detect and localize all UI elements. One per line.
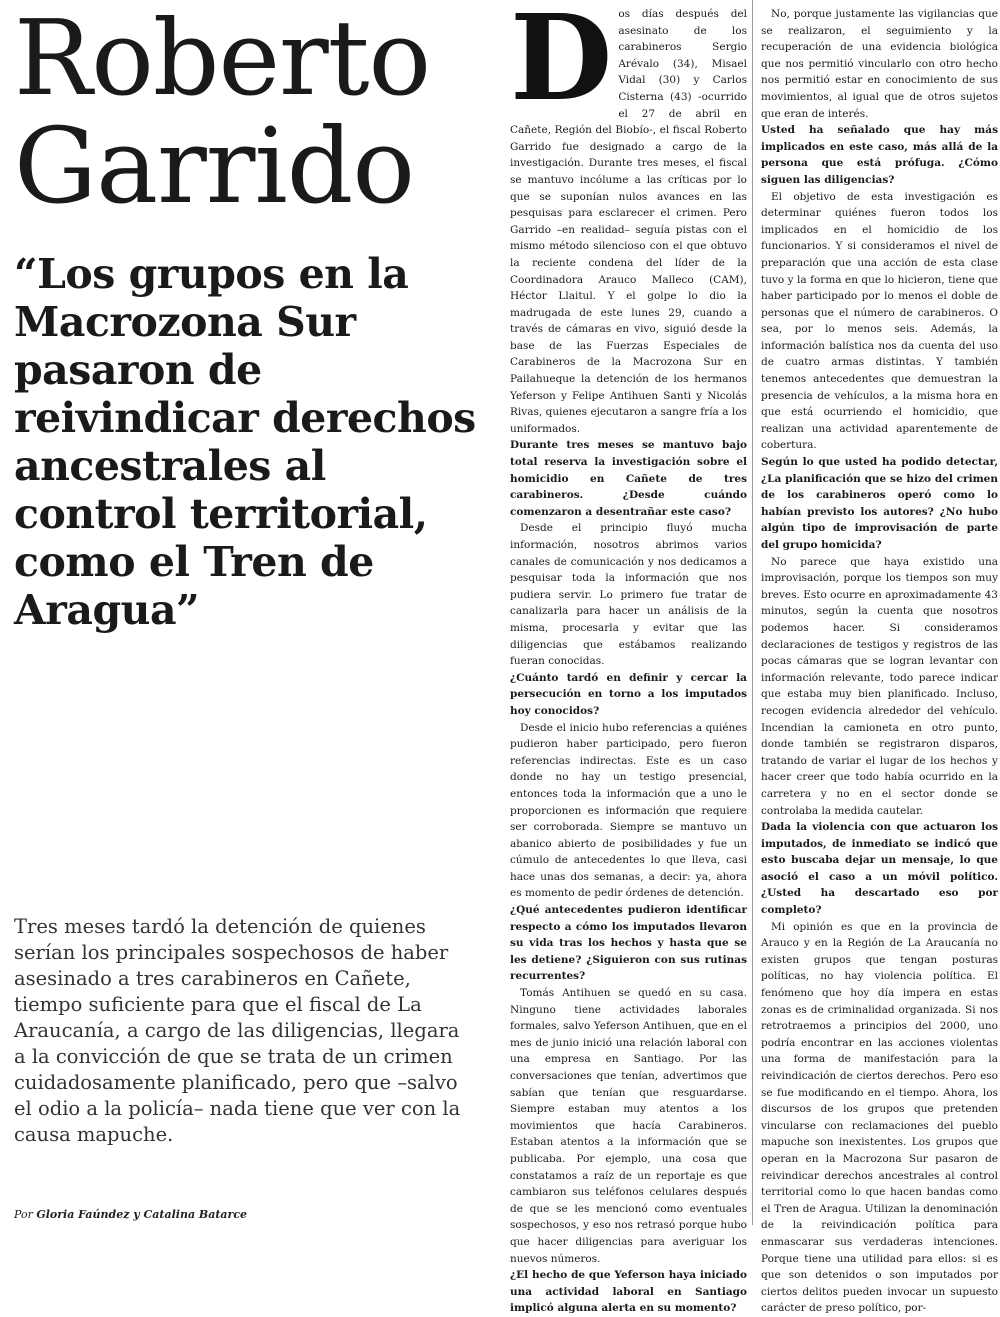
name-line-1: Roberto <box>14 0 431 119</box>
question: Según lo que usted ha podido detectar, ¿La planificación que se hizo del crimen de los carabineros operó como lo habían previsto los autores? ¿No hubo algún tipo de improvisación de parte del grupo homicida? <box>761 456 998 551</box>
answer: No parece que haya existido una improvisación, porque los tiempos son muy breves. Esto ocurre en aproximadamente 43 minutos, según la cuenta que nosotros podemos hacer. Si consideramos declaraciones de testigos y registros de las pocas cámaras que se logran levantar con información relevante, todo parece indicar que estaba muy bien planificado. Incluso, recogen evidencia alrededor del vehículo. Incendian la camioneta en otro punto, donde también se registraron disparos, tratando de variar el lugar de los hechos y hacer creer que todo había ocurrido en la carretera y no en el sector donde se controlaba la medida cautelar. <box>761 555 998 817</box>
question: ¿El hecho de que Yeferson haya iniciado una actividad laboral en Santiago implicó alguna alerta en su momento? <box>510 1269 747 1315</box>
answer: Mi opinión es que en la provincia de Arauco y en la Región de La Araucanía no existen grupos que tengan posturas políticas, no hay violencia política. El fenómeno que hoy día impera en estas zonas es de criminalidad organizada. Si nos retrotraemos a principios del 2000, uno podría encontrar en las acciones violentas una forma de manifestación para la reivindicación de ciertos derechos. Pero eso se fue modificando en el tiempo. Ahora, los discursos de los grupos que pretenden vincularse con reclamaciones del pueblo mapuche son inexistentes. Los grupos que operan en la Macrozona Sur pasaron de reivindicar derechos ancestrales al control territorial como lo que hacen bandas como el Tren de Aragua. Utilizan la denominación de la reivindicación política para enmascarar sus verdaderas intenciones. Porque tiene una utilidad para ellos: si es que son detenidos o son imputados por ciertos delitos pueden invocar un supuesto carácter de preso político, por- <box>761 920 998 1315</box>
drop-cap: D <box>510 0 613 127</box>
body-column-2 <box>761 6 998 1315</box>
question: Durante tres meses se mantuvo bajo total reserva la investigación sobre el homicidio en Cañete de tres carabineros. ¿Desde cuándo comenzaron a desentrañar este caso? <box>510 439 747 518</box>
left-panel <box>14 0 484 1235</box>
answer: Desde el inicio hubo referencias a quiénes pudieron haber participado, pero fueron referencias indirectas. Este es un caso donde no hay un testigo presencial, entonces toda la información que a uno le proporcionen es información que requiere ser corroborada. Siempre se mantuvo un abanico abierto de posibilidades y fue un cúmulo de antecedentes lo que lleva, casi hace unas dos semanas, a decir: ya, ahora es momento de pedir órdenes de detención. <box>510 721 747 900</box>
question: Dada la violencia con que actuaron los imputados, de inmediato se indicó que esto buscaba dejar un mensaje, lo que asoció el caso a un móvil político. ¿Usted ha descartado eso por completo? <box>761 821 998 917</box>
answer: No, porque justamente las vigilancias que se realizaron, el seguimiento y la recuperación de una evidencia biológica que nos permitió vincularlo con otro hecho nos permitió estar en conocimiento de sus movimientos, al igual que de otros sujetos que eran de interés. <box>761 8 998 120</box>
answer: El objetivo de esta investigación es determinar quiénes fueron todos los implicados en el homicidio de los funcionarios. Y si consideramos el nivel de preparación que una acción de esta clase tuvo y la forma en que lo hicieron, tiene que haber participado por lo menos el doble de personas que el número de carabineros. O sea, por lo menos seis. Además, la información balística nos da cuenta del uso de cuatro armas distintas. Y también tenemos antecedentes que demuestran la presencia de vehículos, a la misma hora en que está ocurriendo el homicidio, que realizan una actividad aparentemente de cobertura. <box>761 190 998 452</box>
question: ¿Cuánto tardó en definir y cercar la persecución en torno a los imputados hoy conocidos? <box>510 671 747 717</box>
headline-quote: “Los grupos en la Macrozona Sur pasaron de reivindicar derechos ancestrales al control territorial, como el Tren de Aragua” <box>14 250 476 634</box>
byline <box>14 1208 247 1221</box>
column-divider <box>752 0 753 1225</box>
question: Usted ha señalado que hay más implicados en este caso, más allá de la persona que está prófuga. ¿Cómo siguen las diligencias? <box>761 124 998 186</box>
interviewee-name <box>14 0 484 227</box>
answer: Desde el principio fluyó mucha información, nosotros abrimos varios canales de comunicación y nos dedicamos a pesquisar toda la información que nos pudiera servir. Lo primero fue tratar de canalizarla para hacer un análisis de la misma, procesarla y evitar que las diligencias que estábamos realizando fueran conocidas. <box>510 522 747 668</box>
lead-paragraph: Tres meses tardó la detención de quienes serían los principales sospechosos de haber asesinado a tres carabineros en Cañete, tiempo suficiente para que el fiscal de La Araucanía, a cargo de las diligencias, llegara a la convicción de que se trata de un crimen cuidadosamente planificado, pero que –salvo el odio a la policía– nada tiene que ver con la causa mapuche. <box>14 915 461 1146</box>
body-column-1 <box>510 0 747 1315</box>
answer: Tomás Antihuen se quedó en su casa. Ninguno tiene actividades laborales formales, salvo Yeferson Antihuen, que en el mes de junio inició una relación laboral con una empresa en Santiago. Por las conversaciones que tenían, advertimos que sabían que tenían que resguardarse. Siempre estaban muy atentos a los movimientos que hacía Carabineros. Estaban atentos a la información que se publicaba. Por ejemplo, una cosa que constatamos a raíz de un reportaje es que cambiaron sus teléfonos celulares después de que se les mencionó como eventuales sospechosos, y eso nos retrasó porque hubo que hacer diligencias para averiguar los nuevos números. <box>510 987 747 1265</box>
paragraph: os días después del asesinato de los carabineros Sergio Arévalo (34), Misael Vidal (30) y Carlos Cisterna (43) -ocurrido el 27 de abril en Cañete, Región del Biobío-, el fiscal Roberto Garrido fue designado a cargo de la investigación. Durante tres meses, el fiscal se mantuvo incólume a las críticas por lo que se suponían nulos avances en las pesquisas para esclarecer el crimen. Pero Garrido –en realidad– seguía pistas con el mismo método silencioso con el que obtuvo la reciente condena del líder de la Coordinadora Arauco Malleco (CAM), Héctor Llaitul. Y el golpe lo dio la madrugada de este lunes 29, cuando a través de cámaras en vivo, siguió desde la base de las Fuerzas Especiales de Carabineros de la Macrozona Sur en Pailahueque la detención de los hermanos Yeferson y Felipe Antihuen Santi y Nicolás Rivas, quienes ejecutaron a sangre fría a los uniformados. <box>510 8 747 435</box>
byline-prefix: Por <box>14 1208 33 1221</box>
byline-authors: Gloria Faúndez y Catalina Batarce <box>36 1208 248 1221</box>
name-line-2: Garrido <box>14 105 414 227</box>
question: ¿Qué antecedentes pudieron identificar respecto a cómo los imputados llevaron su vida tras los hechos y hasta que se les detiene? ¿Siguieron con sus rutinas recurrentes? <box>510 904 747 983</box>
